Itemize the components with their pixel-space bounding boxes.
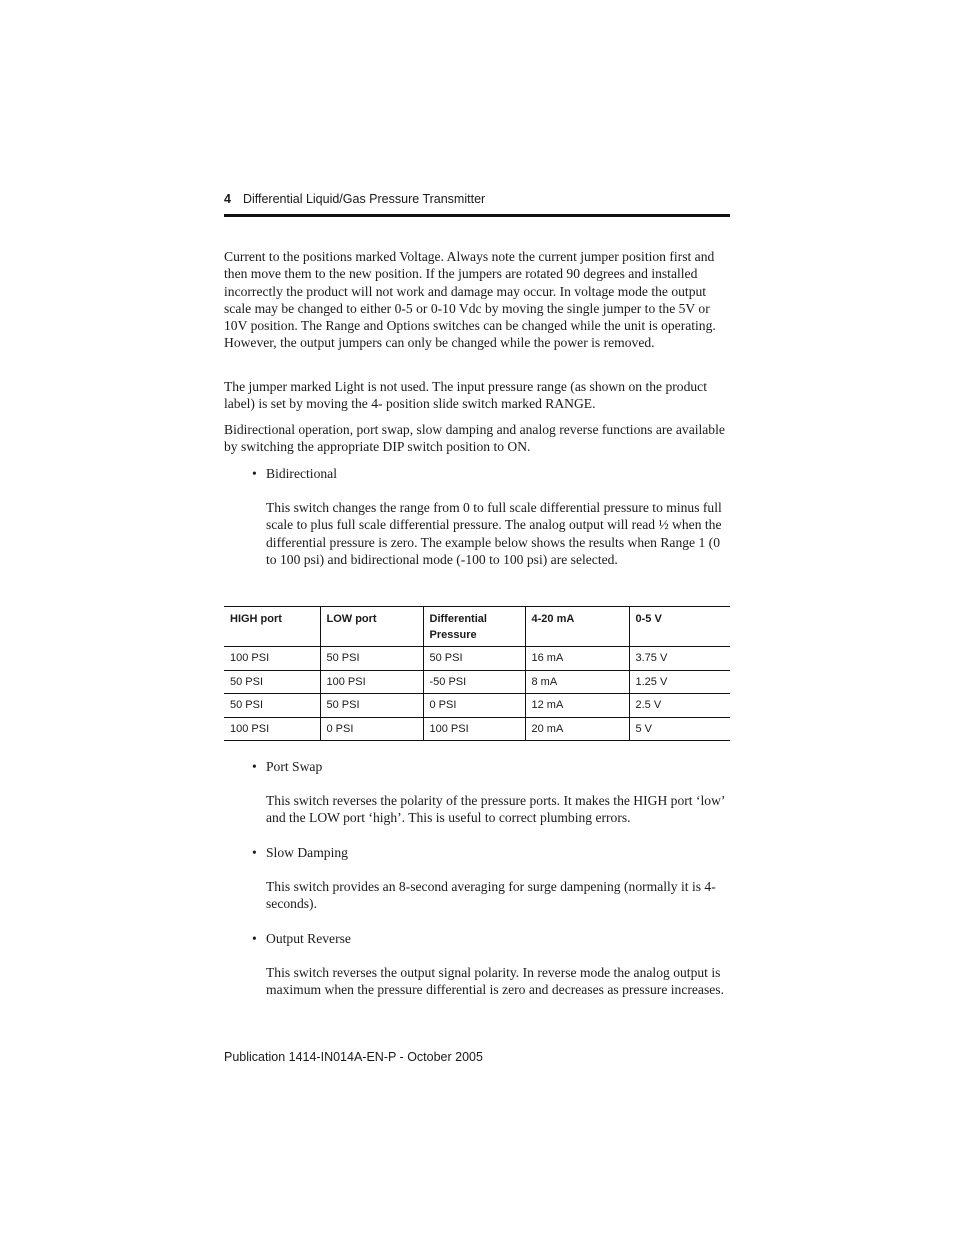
bullet-text-bidirectional: This switch changes the range from 0 to full scale differential pressure to minus full scale to plus full scale differential pressure. The analog output will read ½ when the differential pressure is zero. The example below shows the results when Range 1 (0 to 100 psi) and bidirectional mode (-100 to 100 psi) are selected. bbox=[266, 500, 722, 567]
header-rule bbox=[224, 214, 730, 217]
table-cell: 0 PSI bbox=[423, 694, 525, 718]
table-cell: 3.75 V bbox=[629, 647, 730, 671]
bullet-dot: • bbox=[252, 931, 257, 946]
header-title: Differential Liquid/Gas Pressure Transmitter bbox=[242, 192, 486, 206]
table-cell: 100 PSI bbox=[423, 717, 525, 741]
table-header-row bbox=[224, 607, 730, 647]
table-cell: 12 mA bbox=[525, 694, 629, 718]
bullet-text-slow-damping: This switch provides an 8-second averaging for surge dampening (normally it is 4-seconds). bbox=[266, 879, 716, 912]
table-cell: 50 PSI bbox=[320, 647, 423, 671]
bullet-output-reverse bbox=[252, 930, 351, 947]
results-table bbox=[224, 606, 730, 741]
table-cell: 5 V bbox=[629, 717, 730, 741]
bullet-dot: • bbox=[252, 845, 257, 860]
table-cell: 0 PSI bbox=[320, 717, 423, 741]
bullet-dot: • bbox=[252, 759, 257, 774]
page-header bbox=[224, 192, 730, 206]
table-cell: 50 PSI bbox=[320, 694, 423, 718]
table-cell: 50 PSI bbox=[224, 694, 320, 718]
table-row bbox=[224, 670, 730, 694]
bullet-text-port-swap: This switch reverses the polarity of the pressure ports. It makes the HIGH port ‘low’ and the LOW port ‘high’. This is useful to correct plumbing errors. bbox=[266, 793, 725, 826]
table-cell: 8 mA bbox=[525, 670, 629, 694]
bullet-text-output-reverse: This switch reverses the output signal polarity. In reverse mode the analog output is maximum when the pressure differential is zero and decreases as pressure increases. bbox=[266, 965, 724, 998]
bullet-bidirectional bbox=[252, 465, 337, 482]
paragraph-jumpers: Current to the positions marked Voltage. Always note the current jumper position first and then move them to the new position. If the jumpers are rotated 90 degrees and installed incorrectly the product will not work and damage may occur. In voltage mode the output scale may be changed to either 0-5 or 0-10 Vdc by moving the single jumper to the 5V or 10V position. The Range and Options switches can be changed while the unit is operating. However, the output jumpers can only be changed while the power is removed. bbox=[224, 249, 716, 351]
paragraph-range: The jumper marked Light is not used. The input pressure range (as shown on the product label) is set by moving the 4- position slide switch marked RANGE. bbox=[224, 379, 707, 412]
table-row bbox=[224, 647, 730, 671]
bullet-dot: • bbox=[252, 466, 257, 481]
bullet-label: Bidirectional bbox=[266, 466, 337, 481]
table-cell: 50 PSI bbox=[423, 647, 525, 671]
bullet-label: Slow Damping bbox=[266, 845, 348, 860]
column-header: 0-5 V bbox=[629, 607, 730, 647]
publication-footer: Publication 1414-IN014A-EN-P - October 2005 bbox=[224, 1050, 483, 1064]
table-cell: 50 PSI bbox=[224, 670, 320, 694]
page-number: 4 bbox=[224, 192, 231, 206]
column-header: Differential Pressure bbox=[423, 607, 525, 647]
column-header: LOW port bbox=[320, 607, 423, 647]
table-cell: 16 mA bbox=[525, 647, 629, 671]
table-cell: 100 PSI bbox=[224, 717, 320, 741]
table-row bbox=[224, 717, 730, 741]
table-cell: 2.5 V bbox=[629, 694, 730, 718]
table-cell: 100 PSI bbox=[224, 647, 320, 671]
column-header: 4-20 mA bbox=[525, 607, 629, 647]
column-header: HIGH port bbox=[224, 607, 320, 647]
table-cell: 1.25 V bbox=[629, 670, 730, 694]
table-cell: -50 PSI bbox=[423, 670, 525, 694]
table-cell: 100 PSI bbox=[320, 670, 423, 694]
table-row bbox=[224, 694, 730, 718]
bullet-port-swap bbox=[252, 758, 322, 775]
bullet-slow-damping bbox=[252, 844, 348, 861]
bullet-label: Port Swap bbox=[266, 759, 323, 774]
paragraph-functions: Bidirectional operation, port swap, slow damping and analog reverse functions are available by switching the appropriate DIP switch position to ON. bbox=[224, 422, 725, 455]
bullet-label: Output Reverse bbox=[266, 931, 351, 946]
table-cell: 20 mA bbox=[525, 717, 629, 741]
